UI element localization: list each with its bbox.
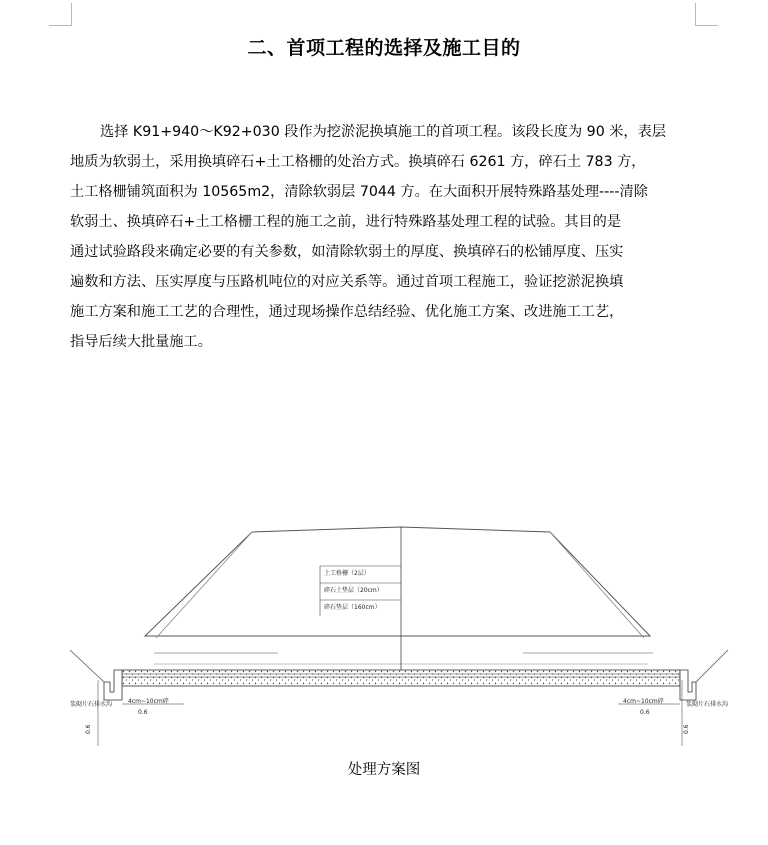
paragraph-line: 通过试验路段来确定必要的有关参数，如清除软弱土的厚度、换填碎石的松铺厚度、压实: [70, 244, 624, 260]
paragraph-line: 软弱土、换填碎石+土工格栅工程的施工之前，进行特殊路基处理工程的试验。其目的是: [70, 214, 622, 230]
paragraph-line: 遍数和方法、压实厚度与压路机吨位的对应关系等。通过首项工程施工，验证挖淤泥换填: [70, 274, 624, 290]
left-ditch-note: 浆砌片石排水沟: [70, 701, 113, 708]
left-vertical-value: 0.6: [85, 724, 92, 734]
roadbed-cross-section-drawing: [68, 520, 729, 750]
paragraph-line: 施工方案和施工工艺的合理性，通过现场操作总结经验、优化施工方案、改进施工工艺，: [70, 304, 624, 320]
paragraph-line: 地质为软弱土，采用换填碎石+土工格栅的处治方式。换填碎石 6261 方，碎石土 783 方，: [70, 154, 646, 170]
right-vertical-value: 0.6: [683, 724, 690, 734]
page-corner-mark-top-left: [49, 3, 72, 26]
page-corner-mark-top-right: [695, 3, 718, 26]
right-ditch-note: 浆砌片石排水沟: [686, 701, 729, 708]
right-ground-line: [696, 650, 728, 682]
left-ground-line: [70, 650, 104, 682]
layer-label: 土工格栅（2层）: [324, 570, 370, 577]
paragraph-line: 土工格栅铺筑面积为 10565m2，清除软弱层 7044 方。在大面积开展特殊路基处理----清除: [70, 184, 648, 200]
right-width-text: 0.6: [640, 709, 650, 716]
layer-label: 碎石垫层（160cm）: [324, 604, 381, 611]
gravel-cushion-layer: [122, 670, 680, 686]
treatment-scheme-figure: [68, 520, 729, 750]
left-drainage-ditch: [104, 670, 122, 700]
left-width-text: 0.6: [138, 709, 148, 716]
layer-label: 碎石土垫层（20cm）: [324, 587, 383, 594]
right-drainage-ditch: [680, 670, 696, 700]
embankment-outline: [145, 527, 650, 636]
section-heading: 二、首项工程的选择及施工目的: [247, 37, 521, 59]
paragraph-line: 选择 K91+940～K92+030 段作为挖淤泥换填施工的首项工程。该段长度为 90 米，表层: [100, 124, 666, 140]
right-dimension-text: 4cm~10cm碎: [623, 698, 664, 705]
figure-caption: 处理方案图: [347, 762, 421, 778]
paragraph-line: 指导后续大批量施工。: [70, 334, 212, 350]
left-dimension-text: 4cm~10cm碎: [128, 698, 169, 705]
body-paragraph: [70, 117, 700, 357]
